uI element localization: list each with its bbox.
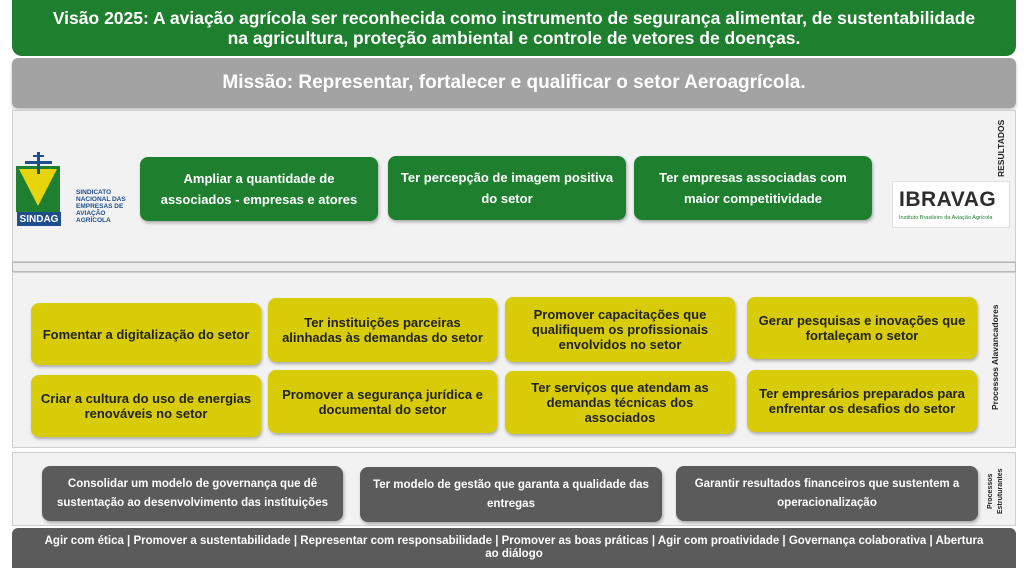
enablers-label: Processos Alavancadores [990,304,1000,410]
enabler-box: Ter empresários preparados para enfrentar os desafios do setor [747,370,977,432]
values-bar: Agir com ética | Promover a sustentabilidade | Representar com responsabilidade | Promover as boas práticas | Agir com proatividade | Governança colaborativa | Abertura ao diálogo [12,528,1016,568]
result-box: Ter percepção de imagem positiva do setor [388,156,626,220]
band-separator [12,262,1016,272]
ibravag-logo-subtitle: Instituto Brasileiro da Aviação Agrícola [899,215,993,221]
enabler-box: Fomentar a digitalização do setor [31,303,261,365]
sindag-logo-name: SINDAG [17,212,61,226]
enabler-box: Gerar pesquisas e inovações que fortaleçam o setor [747,297,977,359]
ibravag-logo [892,181,1010,228]
results-label: RESULTADOS [996,119,1006,177]
enabler-box: Promover capacitações que qualifiquem os profissionais envolvidos no setor [505,297,735,362]
structuring-box: Garantir resultados financeiros que sustentem a operacionalização [676,466,978,521]
result-box: Ampliar a quantidade de associados - empresas e atores [140,157,378,221]
enabler-box: Promover a segurança jurídica e documental do setor [268,370,497,433]
enabler-box: Criar a cultura do uso de energias renováveis no setor [31,375,261,437]
ibravag-logo-name: IBRAVAG [899,188,997,211]
structuring-label: Processos Estruturantes [987,468,1004,514]
sindag-logo-subtitle: SINDICATO NACIONAL DAS EMPRESAS DE AVIAÇÃO AGRÍCOLA [76,189,126,224]
mission-banner: Missão: Representar, fortalecer e qualificar o setor Aeroagrícola. [12,58,1016,108]
sindag-emblem-icon [16,152,76,214]
vision-banner: Visão 2025: A aviação agrícola ser reconhecida como instrumento de segurança alimentar, de sustentabilidade na agricultura, proteção ambiental e controle de vetores de doenças. [12,0,1016,56]
enabler-box: Ter instituições parceiras alinhadas às demandas do setor [268,298,497,362]
sindag-logo [16,152,128,228]
enabler-box: Ter serviços que atendam as demandas técnicas dos associados [505,371,735,434]
structuring-box: Consolidar um modelo de governança que dê sustentação ao desenvolvimento das instituições [42,466,343,521]
result-box: Ter empresas associadas com maior competitividade [634,156,872,220]
structuring-box: Ter modelo de gestão que garanta a qualidade das entregas [360,467,662,522]
